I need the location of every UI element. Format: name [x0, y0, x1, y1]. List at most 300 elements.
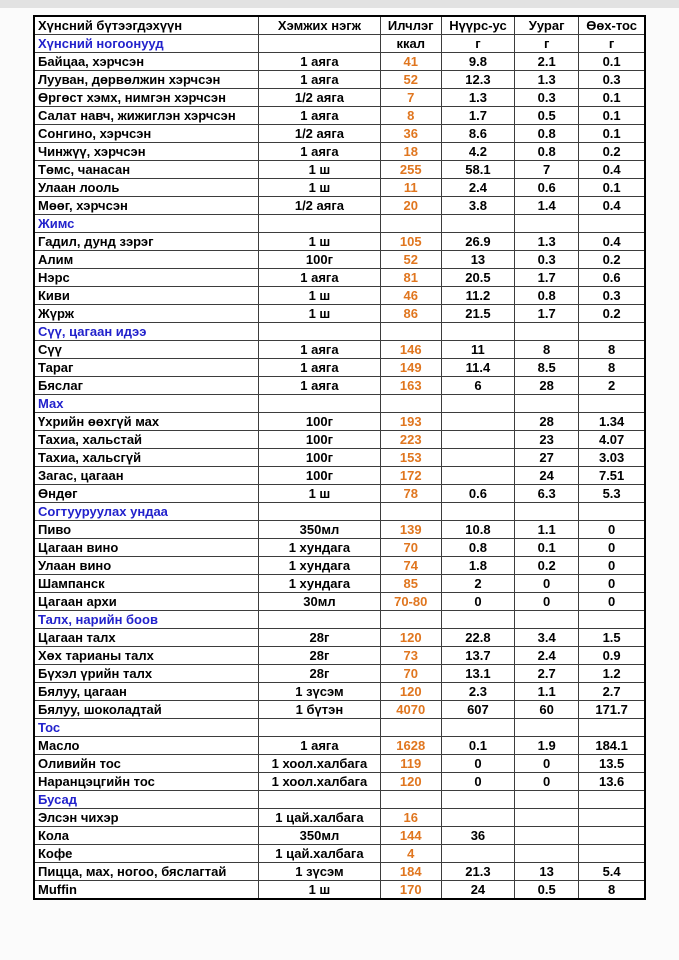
unit-cell: 28г — [259, 629, 380, 647]
food-row — [34, 89, 645, 107]
fat-cell: 0 — [579, 539, 645, 557]
protein-cell: 24 — [515, 467, 579, 485]
food-row — [34, 197, 645, 215]
calorie-cell: 18 — [380, 143, 441, 161]
food-name-cell: Muffin — [34, 881, 259, 900]
food-name-cell: Элсэн чихэр — [34, 809, 259, 827]
carb-cell — [441, 719, 514, 737]
section-header-cell: Хүнсний ногоонууд — [34, 35, 259, 53]
calorie-cell: 36 — [380, 125, 441, 143]
table-body — [34, 35, 645, 900]
calorie-cell: 4070 — [380, 701, 441, 719]
protein-cell: 1.7 — [515, 305, 579, 323]
food-name-cell: Өргөст хэмх, нимгэн хэрчсэн — [34, 89, 259, 107]
food-row — [34, 485, 645, 503]
food-name-cell: Шампанск — [34, 575, 259, 593]
carb-cell — [441, 323, 514, 341]
protein-cell: 28 — [515, 413, 579, 431]
food-name-cell: Киви — [34, 287, 259, 305]
fat-cell: 7.51 — [579, 467, 645, 485]
food-row — [34, 827, 645, 845]
protein-cell: 28 — [515, 377, 579, 395]
fat-cell: 0 — [579, 593, 645, 611]
section-header-cell: Талх, нарийн боов — [34, 611, 259, 629]
fat-cell: 0.2 — [579, 305, 645, 323]
calorie-cell: 172 — [380, 467, 441, 485]
carb-cell: 6 — [441, 377, 514, 395]
protein-cell: 0 — [515, 773, 579, 791]
fat-cell: г — [579, 35, 645, 53]
carb-cell: 2 — [441, 575, 514, 593]
carb-cell: 13.1 — [441, 665, 514, 683]
fat-cell: 184.1 — [579, 737, 645, 755]
unit-cell: 1 ш — [259, 179, 380, 197]
food-row — [34, 107, 645, 125]
fat-cell: 0 — [579, 521, 645, 539]
food-name-cell: Мөөг, хэрчсэн — [34, 197, 259, 215]
unit-cell: 1/2 аяга — [259, 125, 380, 143]
protein-cell: 0 — [515, 755, 579, 773]
section-header-cell: Согтууруулах ундаа — [34, 503, 259, 521]
protein-cell — [515, 611, 579, 629]
unit-cell — [259, 35, 380, 53]
food-name-cell: Цагаан архи — [34, 593, 259, 611]
carb-cell: 26.9 — [441, 233, 514, 251]
fat-cell: 1.5 — [579, 629, 645, 647]
fat-cell — [579, 215, 645, 233]
protein-cell: 0 — [515, 593, 579, 611]
protein-cell: 6.3 — [515, 485, 579, 503]
fat-cell: 8 — [579, 341, 645, 359]
protein-cell — [515, 503, 579, 521]
food-name-cell: Алим — [34, 251, 259, 269]
fat-cell: 0.1 — [579, 89, 645, 107]
fat-cell — [579, 827, 645, 845]
protein-cell: 1.7 — [515, 269, 579, 287]
unit-cell: 1 ш — [259, 485, 380, 503]
protein-cell — [515, 791, 579, 809]
fat-cell: 0.4 — [579, 161, 645, 179]
calorie-cell: 120 — [380, 773, 441, 791]
carb-cell: 3.8 — [441, 197, 514, 215]
protein-cell: 0.6 — [515, 179, 579, 197]
food-name-cell: Өндөг — [34, 485, 259, 503]
calorie-cell: 170 — [380, 881, 441, 900]
calorie-cell: 7 — [380, 89, 441, 107]
carb-cell: 20.5 — [441, 269, 514, 287]
column-header-protein: Уураг — [515, 16, 579, 35]
unit-cell: 1 хоол.халбага — [259, 755, 380, 773]
food-name-cell: Улаан вино — [34, 557, 259, 575]
fat-cell: 8 — [579, 881, 645, 900]
protein-cell: 1.1 — [515, 683, 579, 701]
section-row — [34, 395, 645, 413]
unit-cell: 1 аяга — [259, 377, 380, 395]
fat-cell: 0.4 — [579, 233, 645, 251]
calorie-cell: 146 — [380, 341, 441, 359]
calorie-cell: 11 — [380, 179, 441, 197]
calorie-cell: 255 — [380, 161, 441, 179]
column-header-calories: Илчлэг — [380, 16, 441, 35]
calorie-cell: 73 — [380, 647, 441, 665]
food-name-cell: Кофе — [34, 845, 259, 863]
fat-cell: 4.07 — [579, 431, 645, 449]
calorie-cell: 153 — [380, 449, 441, 467]
section-row — [34, 323, 645, 341]
fat-cell: 0.3 — [579, 71, 645, 89]
fat-cell: 13.5 — [579, 755, 645, 773]
section-row — [34, 215, 645, 233]
food-row — [34, 161, 645, 179]
unit-cell: 1 цай.халбага — [259, 809, 380, 827]
unit-cell: 1 аяга — [259, 269, 380, 287]
carb-cell: 9.8 — [441, 53, 514, 71]
fat-cell: 1.2 — [579, 665, 645, 683]
calorie-cell: 81 — [380, 269, 441, 287]
unit-cell: 1 ш — [259, 305, 380, 323]
protein-cell: 60 — [515, 701, 579, 719]
food-name-cell: Улаан лооль — [34, 179, 259, 197]
protein-cell: 2.7 — [515, 665, 579, 683]
food-name-cell: Жүрж — [34, 305, 259, 323]
unit-cell: 1 аяга — [259, 71, 380, 89]
food-row — [34, 557, 645, 575]
calorie-cell: 120 — [380, 683, 441, 701]
protein-cell: 27 — [515, 449, 579, 467]
food-name-cell: Сүү — [34, 341, 259, 359]
carb-cell: 2.4 — [441, 179, 514, 197]
section-row — [34, 35, 645, 53]
food-name-cell: Цагаан талх — [34, 629, 259, 647]
carb-cell: 0 — [441, 755, 514, 773]
protein-cell: 7 — [515, 161, 579, 179]
fat-cell: 171.7 — [579, 701, 645, 719]
section-row — [34, 719, 645, 737]
unit-cell: 1 аяга — [259, 359, 380, 377]
food-row — [34, 521, 645, 539]
section-row — [34, 611, 645, 629]
carb-cell — [441, 413, 514, 431]
fat-cell: 0.1 — [579, 53, 645, 71]
fat-cell: 0.4 — [579, 197, 645, 215]
fat-cell: 2.7 — [579, 683, 645, 701]
food-row — [34, 233, 645, 251]
food-row — [34, 863, 645, 881]
unit-cell: 1 хоол.халбага — [259, 773, 380, 791]
food-name-cell: Наранцэцгийн тос — [34, 773, 259, 791]
carb-cell: 21.3 — [441, 863, 514, 881]
unit-cell: 350мл — [259, 827, 380, 845]
carb-cell: 0.6 — [441, 485, 514, 503]
carb-cell: 36 — [441, 827, 514, 845]
carb-cell — [441, 467, 514, 485]
calorie-cell: 4 — [380, 845, 441, 863]
fat-cell: 0.9 — [579, 647, 645, 665]
column-header-fat: Өөх-тос — [579, 16, 645, 35]
food-name-cell: Загас, цагаан — [34, 467, 259, 485]
food-name-cell: Тараг — [34, 359, 259, 377]
calorie-cell: 86 — [380, 305, 441, 323]
calorie-cell: 149 — [380, 359, 441, 377]
protein-cell: 1.1 — [515, 521, 579, 539]
unit-cell: 1 аяга — [259, 737, 380, 755]
carb-cell — [441, 449, 514, 467]
protein-cell: 0.5 — [515, 881, 579, 900]
unit-cell: 1 хундага — [259, 557, 380, 575]
carb-cell — [441, 611, 514, 629]
fat-cell — [579, 845, 645, 863]
food-row — [34, 125, 645, 143]
fat-cell: 0.2 — [579, 143, 645, 161]
food-row — [34, 71, 645, 89]
fat-cell: 5.4 — [579, 863, 645, 881]
calorie-cell: 70 — [380, 539, 441, 557]
calorie-cell: 105 — [380, 233, 441, 251]
carb-cell: 1.7 — [441, 107, 514, 125]
food-name-cell: Пицца, мах, ногоо, бяслагтай — [34, 863, 259, 881]
header-row — [34, 16, 645, 35]
carb-cell: 0.8 — [441, 539, 514, 557]
calorie-cell — [380, 503, 441, 521]
protein-cell: 0.8 — [515, 125, 579, 143]
food-row — [34, 845, 645, 863]
food-row — [34, 341, 645, 359]
unit-cell — [259, 503, 380, 521]
food-row — [34, 593, 645, 611]
calorie-cell: 85 — [380, 575, 441, 593]
calorie-cell: 193 — [380, 413, 441, 431]
protein-cell: 0.2 — [515, 557, 579, 575]
protein-cell: 1.3 — [515, 233, 579, 251]
food-row — [34, 683, 645, 701]
fat-cell: 0.6 — [579, 269, 645, 287]
protein-cell: 8.5 — [515, 359, 579, 377]
food-row — [34, 773, 645, 791]
calorie-cell — [380, 611, 441, 629]
carb-cell — [441, 503, 514, 521]
protein-cell: 13 — [515, 863, 579, 881]
food-row — [34, 575, 645, 593]
section-header-cell: Бусад — [34, 791, 259, 809]
section-header-cell: Жимс — [34, 215, 259, 233]
protein-cell — [515, 845, 579, 863]
carb-cell: 11 — [441, 341, 514, 359]
carb-cell: 0 — [441, 593, 514, 611]
protein-cell: 0.1 — [515, 539, 579, 557]
food-row — [34, 179, 645, 197]
carb-cell: 22.8 — [441, 629, 514, 647]
calorie-cell: 16 — [380, 809, 441, 827]
fat-cell: 8 — [579, 359, 645, 377]
food-row — [34, 53, 645, 71]
calorie-cell: 70 — [380, 665, 441, 683]
fat-cell: 0 — [579, 557, 645, 575]
carb-cell: 13.7 — [441, 647, 514, 665]
calorie-cell: 74 — [380, 557, 441, 575]
food-row — [34, 647, 645, 665]
food-row — [34, 287, 645, 305]
carb-cell: 1.8 — [441, 557, 514, 575]
food-name-cell: Байцаа, хэрчсэн — [34, 53, 259, 71]
unit-cell: 1 ш — [259, 233, 380, 251]
food-name-cell: Бяслаг — [34, 377, 259, 395]
fat-cell — [579, 809, 645, 827]
unit-cell: 1 зүсэм — [259, 863, 380, 881]
unit-cell: 1/2 аяга — [259, 89, 380, 107]
food-name-cell: Чинжүү, хэрчсэн — [34, 143, 259, 161]
carb-cell: г — [441, 35, 514, 53]
carb-cell: 13 — [441, 251, 514, 269]
carb-cell: 2.3 — [441, 683, 514, 701]
protein-cell: 1.4 — [515, 197, 579, 215]
fat-cell: 2 — [579, 377, 645, 395]
food-name-cell: Тахиа, хальстай — [34, 431, 259, 449]
food-name-cell: Бялуу, цагаан — [34, 683, 259, 701]
calorie-cell — [380, 791, 441, 809]
calorie-cell: 46 — [380, 287, 441, 305]
unit-cell: 100г — [259, 431, 380, 449]
column-header-unit: Хэмжих нэгж — [259, 16, 380, 35]
food-name-cell: Масло — [34, 737, 259, 755]
unit-cell: 28г — [259, 665, 380, 683]
unit-cell — [259, 611, 380, 629]
food-row — [34, 377, 645, 395]
carb-cell — [441, 431, 514, 449]
food-name-cell: Хөх тарианы талх — [34, 647, 259, 665]
food-name-cell: Төмс, чанасан — [34, 161, 259, 179]
calorie-cell: 144 — [380, 827, 441, 845]
calorie-cell: 20 — [380, 197, 441, 215]
food-name-cell: Сонгино, хэрчсэн — [34, 125, 259, 143]
protein-cell — [515, 719, 579, 737]
unit-cell: 100г — [259, 413, 380, 431]
food-name-cell: Лууван, дөрвөлжин хэрчсэн — [34, 71, 259, 89]
calorie-cell: 139 — [380, 521, 441, 539]
protein-cell: 8 — [515, 341, 579, 359]
calorie-cell: 1628 — [380, 737, 441, 755]
section-header-cell: Мах — [34, 395, 259, 413]
fat-cell: 0 — [579, 575, 645, 593]
protein-cell: 1.3 — [515, 71, 579, 89]
unit-cell: 1 аяга — [259, 341, 380, 359]
carb-cell: 0 — [441, 773, 514, 791]
carb-cell — [441, 809, 514, 827]
section-header-cell: Сүү, цагаан идээ — [34, 323, 259, 341]
calorie-cell: 41 — [380, 53, 441, 71]
food-name-cell: Гадил, дунд зэрэг — [34, 233, 259, 251]
carb-cell: 1.3 — [441, 89, 514, 107]
fat-cell — [579, 323, 645, 341]
protein-cell — [515, 395, 579, 413]
protein-cell: 2.4 — [515, 647, 579, 665]
protein-cell — [515, 323, 579, 341]
food-name-cell: Кола — [34, 827, 259, 845]
column-header-product: Хүнсний бүтээгдэхүүн — [34, 16, 259, 35]
unit-cell: 350мл — [259, 521, 380, 539]
calorie-cell: 119 — [380, 755, 441, 773]
food-name-cell: Нэрс — [34, 269, 259, 287]
protein-cell: 1.9 — [515, 737, 579, 755]
food-row — [34, 305, 645, 323]
unit-cell: 28г — [259, 647, 380, 665]
carb-cell: 10.8 — [441, 521, 514, 539]
food-name-cell: Үхрийн өөхгүй мах — [34, 413, 259, 431]
unit-cell — [259, 395, 380, 413]
fat-cell: 0.3 — [579, 287, 645, 305]
carb-cell: 24 — [441, 881, 514, 900]
calorie-cell: 163 — [380, 377, 441, 395]
food-row — [34, 809, 645, 827]
protein-cell: 0.3 — [515, 251, 579, 269]
protein-cell: г — [515, 35, 579, 53]
fat-cell: 13.6 — [579, 773, 645, 791]
unit-cell: 100г — [259, 251, 380, 269]
protein-cell: 0.5 — [515, 107, 579, 125]
section-header-cell: Тос — [34, 719, 259, 737]
food-row — [34, 701, 645, 719]
protein-cell: 0.8 — [515, 287, 579, 305]
food-row — [34, 539, 645, 557]
unit-cell: 1 хундага — [259, 539, 380, 557]
calorie-cell: 184 — [380, 863, 441, 881]
fat-cell: 0.1 — [579, 179, 645, 197]
fat-cell — [579, 719, 645, 737]
fat-cell: 3.03 — [579, 449, 645, 467]
nutrition-table — [33, 15, 646, 900]
food-row — [34, 413, 645, 431]
protein-cell: 0.8 — [515, 143, 579, 161]
food-name-cell: Пиво — [34, 521, 259, 539]
unit-cell: 1 аяга — [259, 107, 380, 125]
food-row — [34, 449, 645, 467]
fat-cell: 1.34 — [579, 413, 645, 431]
food-name-cell: Оливийн тос — [34, 755, 259, 773]
protein-cell: 3.4 — [515, 629, 579, 647]
calorie-cell: 120 — [380, 629, 441, 647]
food-row — [34, 665, 645, 683]
unit-cell: 1 зүсэм — [259, 683, 380, 701]
carb-cell — [441, 845, 514, 863]
calorie-cell — [380, 323, 441, 341]
carb-cell: 607 — [441, 701, 514, 719]
calorie-cell: 52 — [380, 251, 441, 269]
calorie-cell: 223 — [380, 431, 441, 449]
fat-cell: 0.1 — [579, 107, 645, 125]
carb-cell — [441, 791, 514, 809]
food-row — [34, 359, 645, 377]
fat-cell — [579, 791, 645, 809]
carb-cell: 21.5 — [441, 305, 514, 323]
unit-cell: 1 ш — [259, 287, 380, 305]
unit-cell: 1 цай.халбага — [259, 845, 380, 863]
carb-cell: 4.2 — [441, 143, 514, 161]
carb-cell — [441, 215, 514, 233]
protein-cell — [515, 827, 579, 845]
fat-cell: 0.1 — [579, 125, 645, 143]
food-row — [34, 431, 645, 449]
unit-cell — [259, 719, 380, 737]
carb-cell: 11.2 — [441, 287, 514, 305]
carb-cell: 11.4 — [441, 359, 514, 377]
unit-cell: 1/2 аяга — [259, 197, 380, 215]
calorie-cell: 70-80 — [380, 593, 441, 611]
fat-cell — [579, 503, 645, 521]
unit-cell: 1 ш — [259, 161, 380, 179]
unit-cell: 100г — [259, 467, 380, 485]
food-row — [34, 881, 645, 900]
fat-cell: 0.2 — [579, 251, 645, 269]
food-row — [34, 755, 645, 773]
